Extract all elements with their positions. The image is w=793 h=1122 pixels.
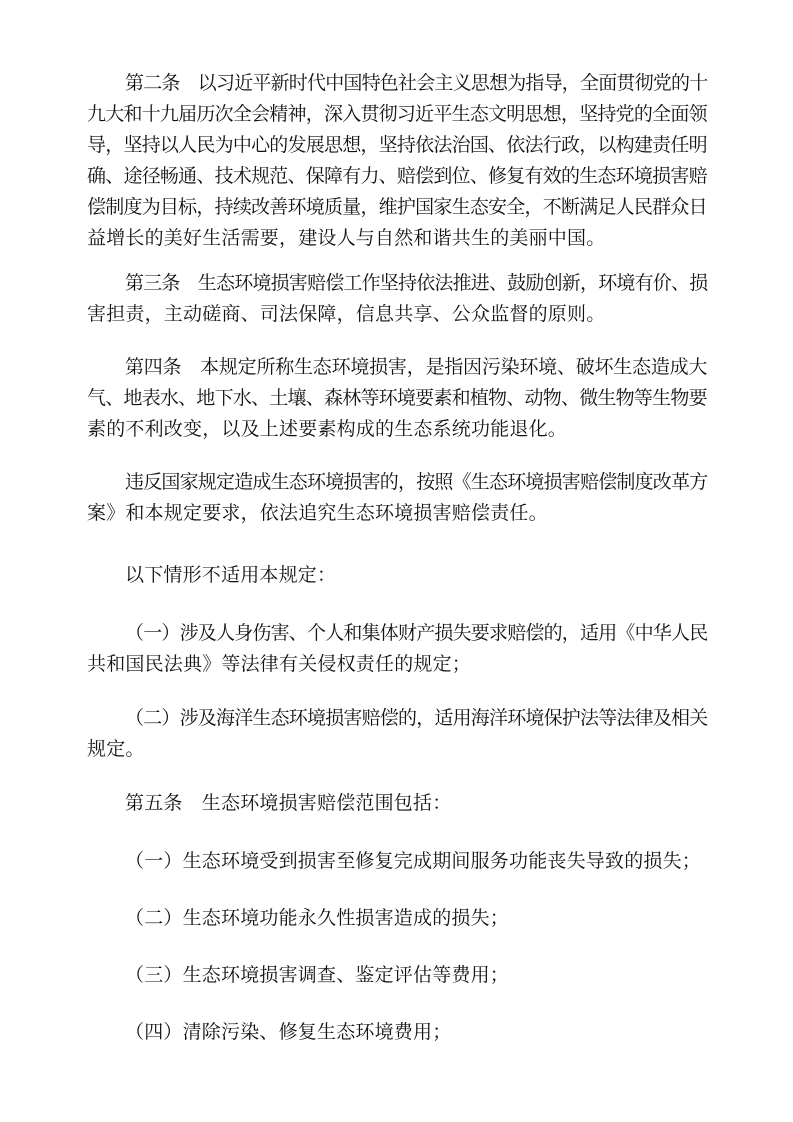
text-line: 偿制度为目标，持续改善环境质量，维护国家生态安全，不断满足人民群众日 [87,196,707,218]
scope-item-2 [87,903,707,934]
text-line: （三）生态环境损害调查、鉴定评估等费用； [125,964,510,986]
exclusion-2-paragraph [87,703,707,765]
scope-item-1 [87,846,707,877]
text-line: 害担责，主动磋商、司法保障，信息共享、公众监督的原则。 [87,303,606,325]
text-line: 素的不利改变，以及上述要素构成的生态系统功能退化。 [87,418,568,440]
text-line: 益增长的美好生活需要，建设人与自然和谐共生的美丽中国。 [87,227,606,249]
article-3-paragraph [87,268,707,330]
text-line: 第五条 生态环境损害赔偿范围包括： [125,792,452,814]
text-line: 共和国民法典》等法律有关侵权责任的规定； [87,653,472,675]
text-line: 以下情形不适用本规定： [125,564,337,586]
article-2-paragraph [87,68,707,254]
article-4-paragraph [87,352,707,445]
text-line: 九大和十九届历次全会精神，深入贯彻习近平生态文明思想，坚持党的全面领 [87,103,707,125]
text-line: （一）涉及人身伤害、个人和集体财产损失要求赔偿的，适用《中华人民 [125,622,708,644]
scope-item-3 [87,960,707,991]
text-line: （四）清除污染、修复生态环境费用； [125,1021,452,1043]
text-line: （二）涉及海洋生态环境损害赔偿的，适用海洋环境保护法等法律及相关 [125,707,708,729]
text-line: 气、地表水、地下水、土壤、森林等环境要素和植物、动物、微生物等生物要 [87,387,707,409]
text-line: 违反国家规定造成生态环境损害的，按照《生态环境损害赔偿制度改革方 [125,471,708,493]
text-line: （二）生态环境功能永久性损害造成的损失； [125,907,510,929]
text-line: 确、途径畅通、技术规范、保障有力、赔偿到位、修复有效的生态环境损害赔 [87,165,707,187]
text-line: 导，坚持以人民为中心的发展思想，坚持依法治国、依法行政，以构建责任明 [87,134,707,156]
text-line: （一）生态环境受到损害至修复完成期间服务功能丧失导致的损失； [125,850,702,872]
text-line: 规定。 [87,738,145,760]
exclusion-1-paragraph [87,618,707,680]
article-5-paragraph [87,788,707,819]
text-line: 第三条 生态环境损害赔偿工作坚持依法推进、鼓励创新，环境有价、损 [125,272,708,294]
exclusions-intro-paragraph [87,560,707,591]
scope-item-4 [87,1017,707,1048]
text-line: 第四条 本规定所称生态环境损害，是指因污染环境、破坏生态造成大 [125,356,708,378]
violation-paragraph [87,467,707,529]
text-line: 案》和本规定要求，依法追究生态环境损害赔偿责任。 [87,502,548,524]
text-line: 第二条 以习近平新时代中国特色社会主义思想为指导，全面贯彻党的十 [125,72,708,94]
